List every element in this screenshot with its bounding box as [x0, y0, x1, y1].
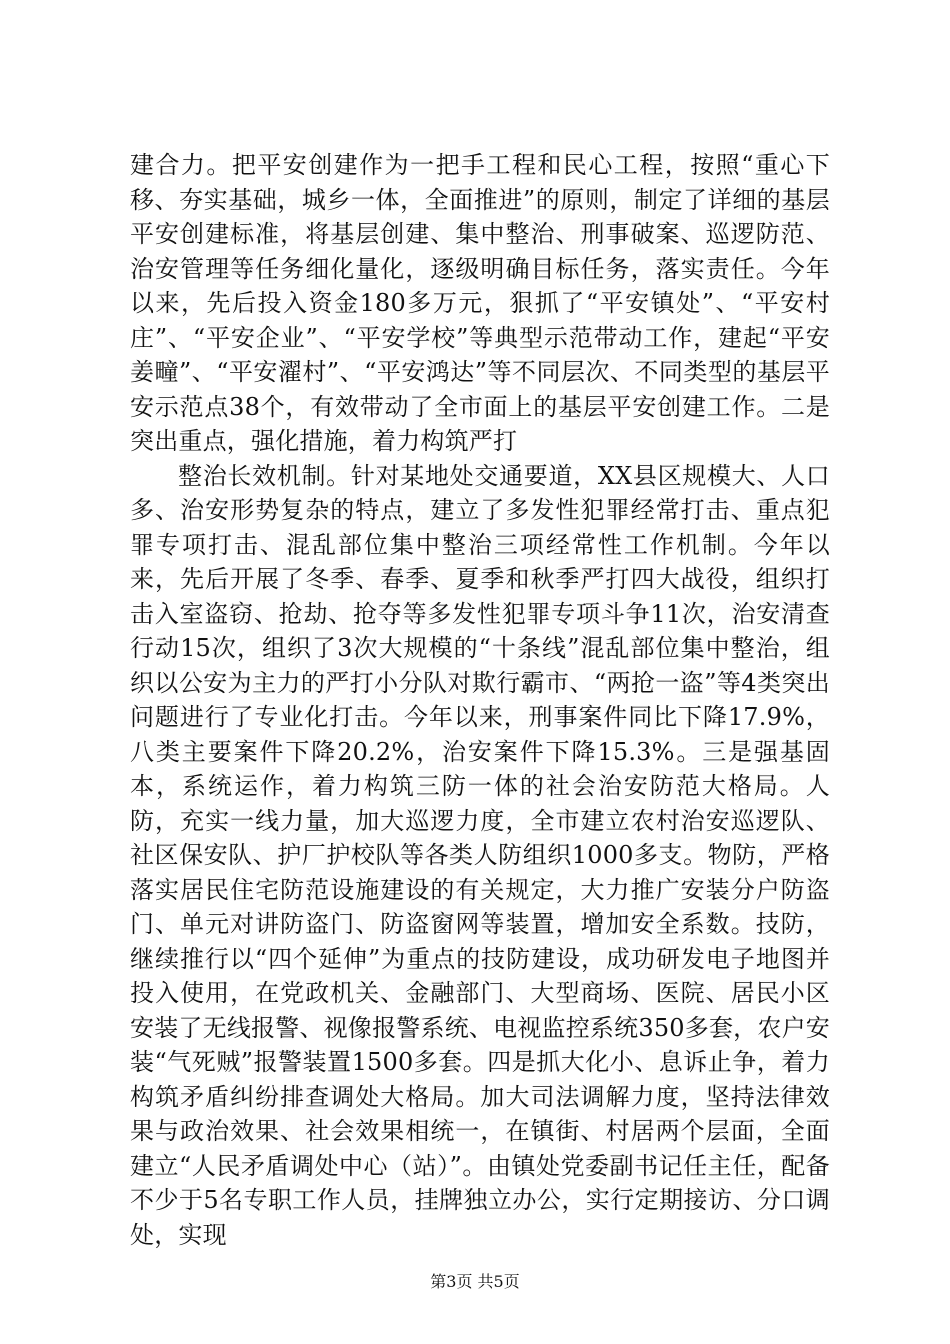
page-number-footer: 第3页 共5页	[430, 1272, 520, 1291]
paragraph-1: 建合力。把平安创建作为一把手工程和民心工程，按照“重心下移、夯实基础，城乡一体，全面推进”的原则，制定了详细的基层平安创建标准，将基层创建、集中整治、刑事破案、巡逻防范、治安管理等任务细化量化，逐级明确目标任务，落实责任。今年以来，先后投入资金180多万元，狠抓了“平安镇处”、“平安村庄”、“平安企业”、“平安学校”等典型示范带动工作，建起“平安姜疃”、“平安濯村”、“平安鸿达”等不同层次、不同类型的基层平安示范点38个，有效带动了全市面上的基层平安创建工作。二是突出重点，强化措施，着力构筑严打	[130, 151, 830, 455]
paragraph-2: 整治长效机制。针对某地处交通要道，XX县区规模大、人口多、治安形势复杂的特点，建立了多发性犯罪经常打击、重点犯罪专项打击、混乱部位集中整治三项经常性工作机制。今年以来，先后开展了冬季、春季、夏季和秋季严打四大战役，组织打击入室盗窃、抢劫、抢夺等多发性犯罪专项斗争11次，治安清查行动15次，组织了3次大规模的“十条线”混乱部位集中整治，组织以公安为主力的严打小分队对欺行霸市、“两抢一盗”等4类突出问题进行了专业化打击。今年以来，刑事案件同比下降17.9%，八类主要案件下降20.2%，治安案件下降15.3%。三是强基固本，系统运作，着力构筑三防一体的社会治安防范大格局。人防，充实一线力量，加大巡逻力度，全市建立农村治安巡逻队、社区保安队、护厂护校队等各类人防组织1000多支。物防，严格落实居民住宅防范设施建设的有关规定，大力推广安装分户防盗门、单元对讲防盗门、防盗窗网等装置，增加安全系数。技防，继续推行以“四个延伸”为重点的技防建设，成功研发电子地图并投入使用，在党政机关、金融部门、大型商场、医院、居民小区安装了无线报警、视像报警系统、电视监控系统350多套，农户安装“气死贼”报警装置1500多套。四是抓大化小、息诉止争，着力构筑矛盾纠纷排查调处大格局。加大司法调解力度，坚持法律效果与政治效果、社会效果相统一，在镇街、村居两个层面，全面建立“人民矛盾调处中心（站）”。由镇处党委副书记任主任，配备不少于5名专职工作人员，挂牌独立办公，实行定期接访、分口调处，实现	[130, 461, 830, 1249]
document-body	[130, 148, 830, 1252]
